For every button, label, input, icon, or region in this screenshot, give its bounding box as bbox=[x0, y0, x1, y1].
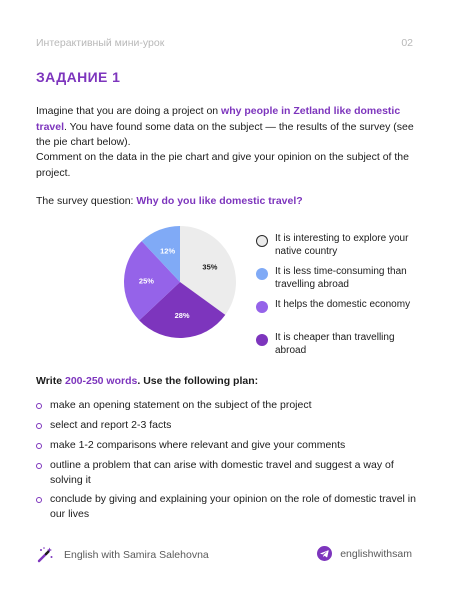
plan-item-text: select and report 2-3 facts bbox=[50, 419, 172, 431]
legend-swatch bbox=[256, 235, 268, 247]
survey-question-label: The survey question: bbox=[36, 195, 137, 207]
plan-item bbox=[36, 438, 421, 453]
pie-slice-label: 35% bbox=[202, 262, 218, 272]
plan-item bbox=[36, 492, 421, 522]
legend-item bbox=[256, 266, 425, 291]
legend-swatch bbox=[256, 268, 268, 280]
plan-item bbox=[36, 418, 421, 433]
lesson-type-label: Интерактивный мини-урок bbox=[36, 37, 165, 49]
footer-author bbox=[36, 546, 209, 564]
legend-label: It is cheaper than travelling abroad bbox=[275, 332, 395, 356]
page-header bbox=[36, 37, 413, 49]
bullet-icon bbox=[36, 463, 42, 469]
plan-item-text: make an opening statement on the subject of the project bbox=[50, 399, 312, 411]
pie-slice-label: 28% bbox=[174, 311, 190, 321]
magic-wand-icon bbox=[36, 546, 54, 564]
legend-item bbox=[256, 299, 425, 313]
legend-swatch bbox=[256, 334, 268, 346]
plan-item-text: outline a problem that can arise with domestic travel and suggest a way of solving it bbox=[50, 459, 394, 486]
intro-text-c: . You have found some data on the subject — the results of the survey (see the pie chart below). bbox=[36, 120, 414, 148]
intro-paragraph bbox=[36, 104, 416, 151]
survey-question-line bbox=[36, 194, 416, 210]
telegram-icon bbox=[317, 546, 332, 561]
legend-label: It is interesting to explore your native country bbox=[275, 233, 409, 257]
bullet-icon bbox=[36, 443, 42, 449]
survey-question: Why do you like domestic travel? bbox=[136, 195, 303, 207]
pie-chart bbox=[122, 224, 238, 340]
bullet-icon bbox=[36, 423, 42, 429]
legend-item bbox=[256, 233, 425, 258]
channel-name: englishwithsam bbox=[340, 547, 412, 560]
author-name: English with Samira Salehovna bbox=[64, 549, 209, 561]
legend-item bbox=[256, 332, 425, 357]
intro-text-a: Imagine that you are doing a project on bbox=[36, 105, 222, 117]
footer-channel[interactable] bbox=[317, 546, 412, 561]
instruction-paragraph: Comment on the data in the pie chart and give your opinion on the subject of the project. bbox=[36, 151, 409, 179]
plan-item bbox=[36, 398, 421, 413]
plan-item-text: conclude by giving and explaining your opinion on the role of domestic travel in our lives bbox=[50, 493, 416, 520]
page-number: 02 bbox=[401, 37, 413, 49]
plan-heading bbox=[36, 375, 258, 387]
legend-label: It helps the domestic economy bbox=[275, 299, 411, 310]
bullet-icon bbox=[36, 497, 42, 503]
plan-item bbox=[36, 458, 421, 488]
pie-slice-label: 25% bbox=[138, 276, 154, 286]
word-count: 200-250 words bbox=[64, 375, 138, 387]
task-title: ЗАДАНИЕ 1 bbox=[36, 69, 121, 85]
intro-highlight: why people in Zetland like domestic travel bbox=[36, 105, 401, 133]
plan-heading-c: . Use the following plan: bbox=[137, 375, 259, 387]
plan-heading-a: Write bbox=[36, 375, 65, 387]
pie-slice-label: 12% bbox=[160, 246, 176, 256]
bullet-icon bbox=[36, 403, 42, 409]
plan-item-text: make 1-2 comparisons where relevant and give your comments bbox=[50, 439, 346, 451]
legend-swatch bbox=[256, 301, 268, 313]
legend-label: It is less time-consuming than travelling abroad bbox=[275, 266, 407, 290]
pie-chart-svg bbox=[122, 224, 238, 340]
